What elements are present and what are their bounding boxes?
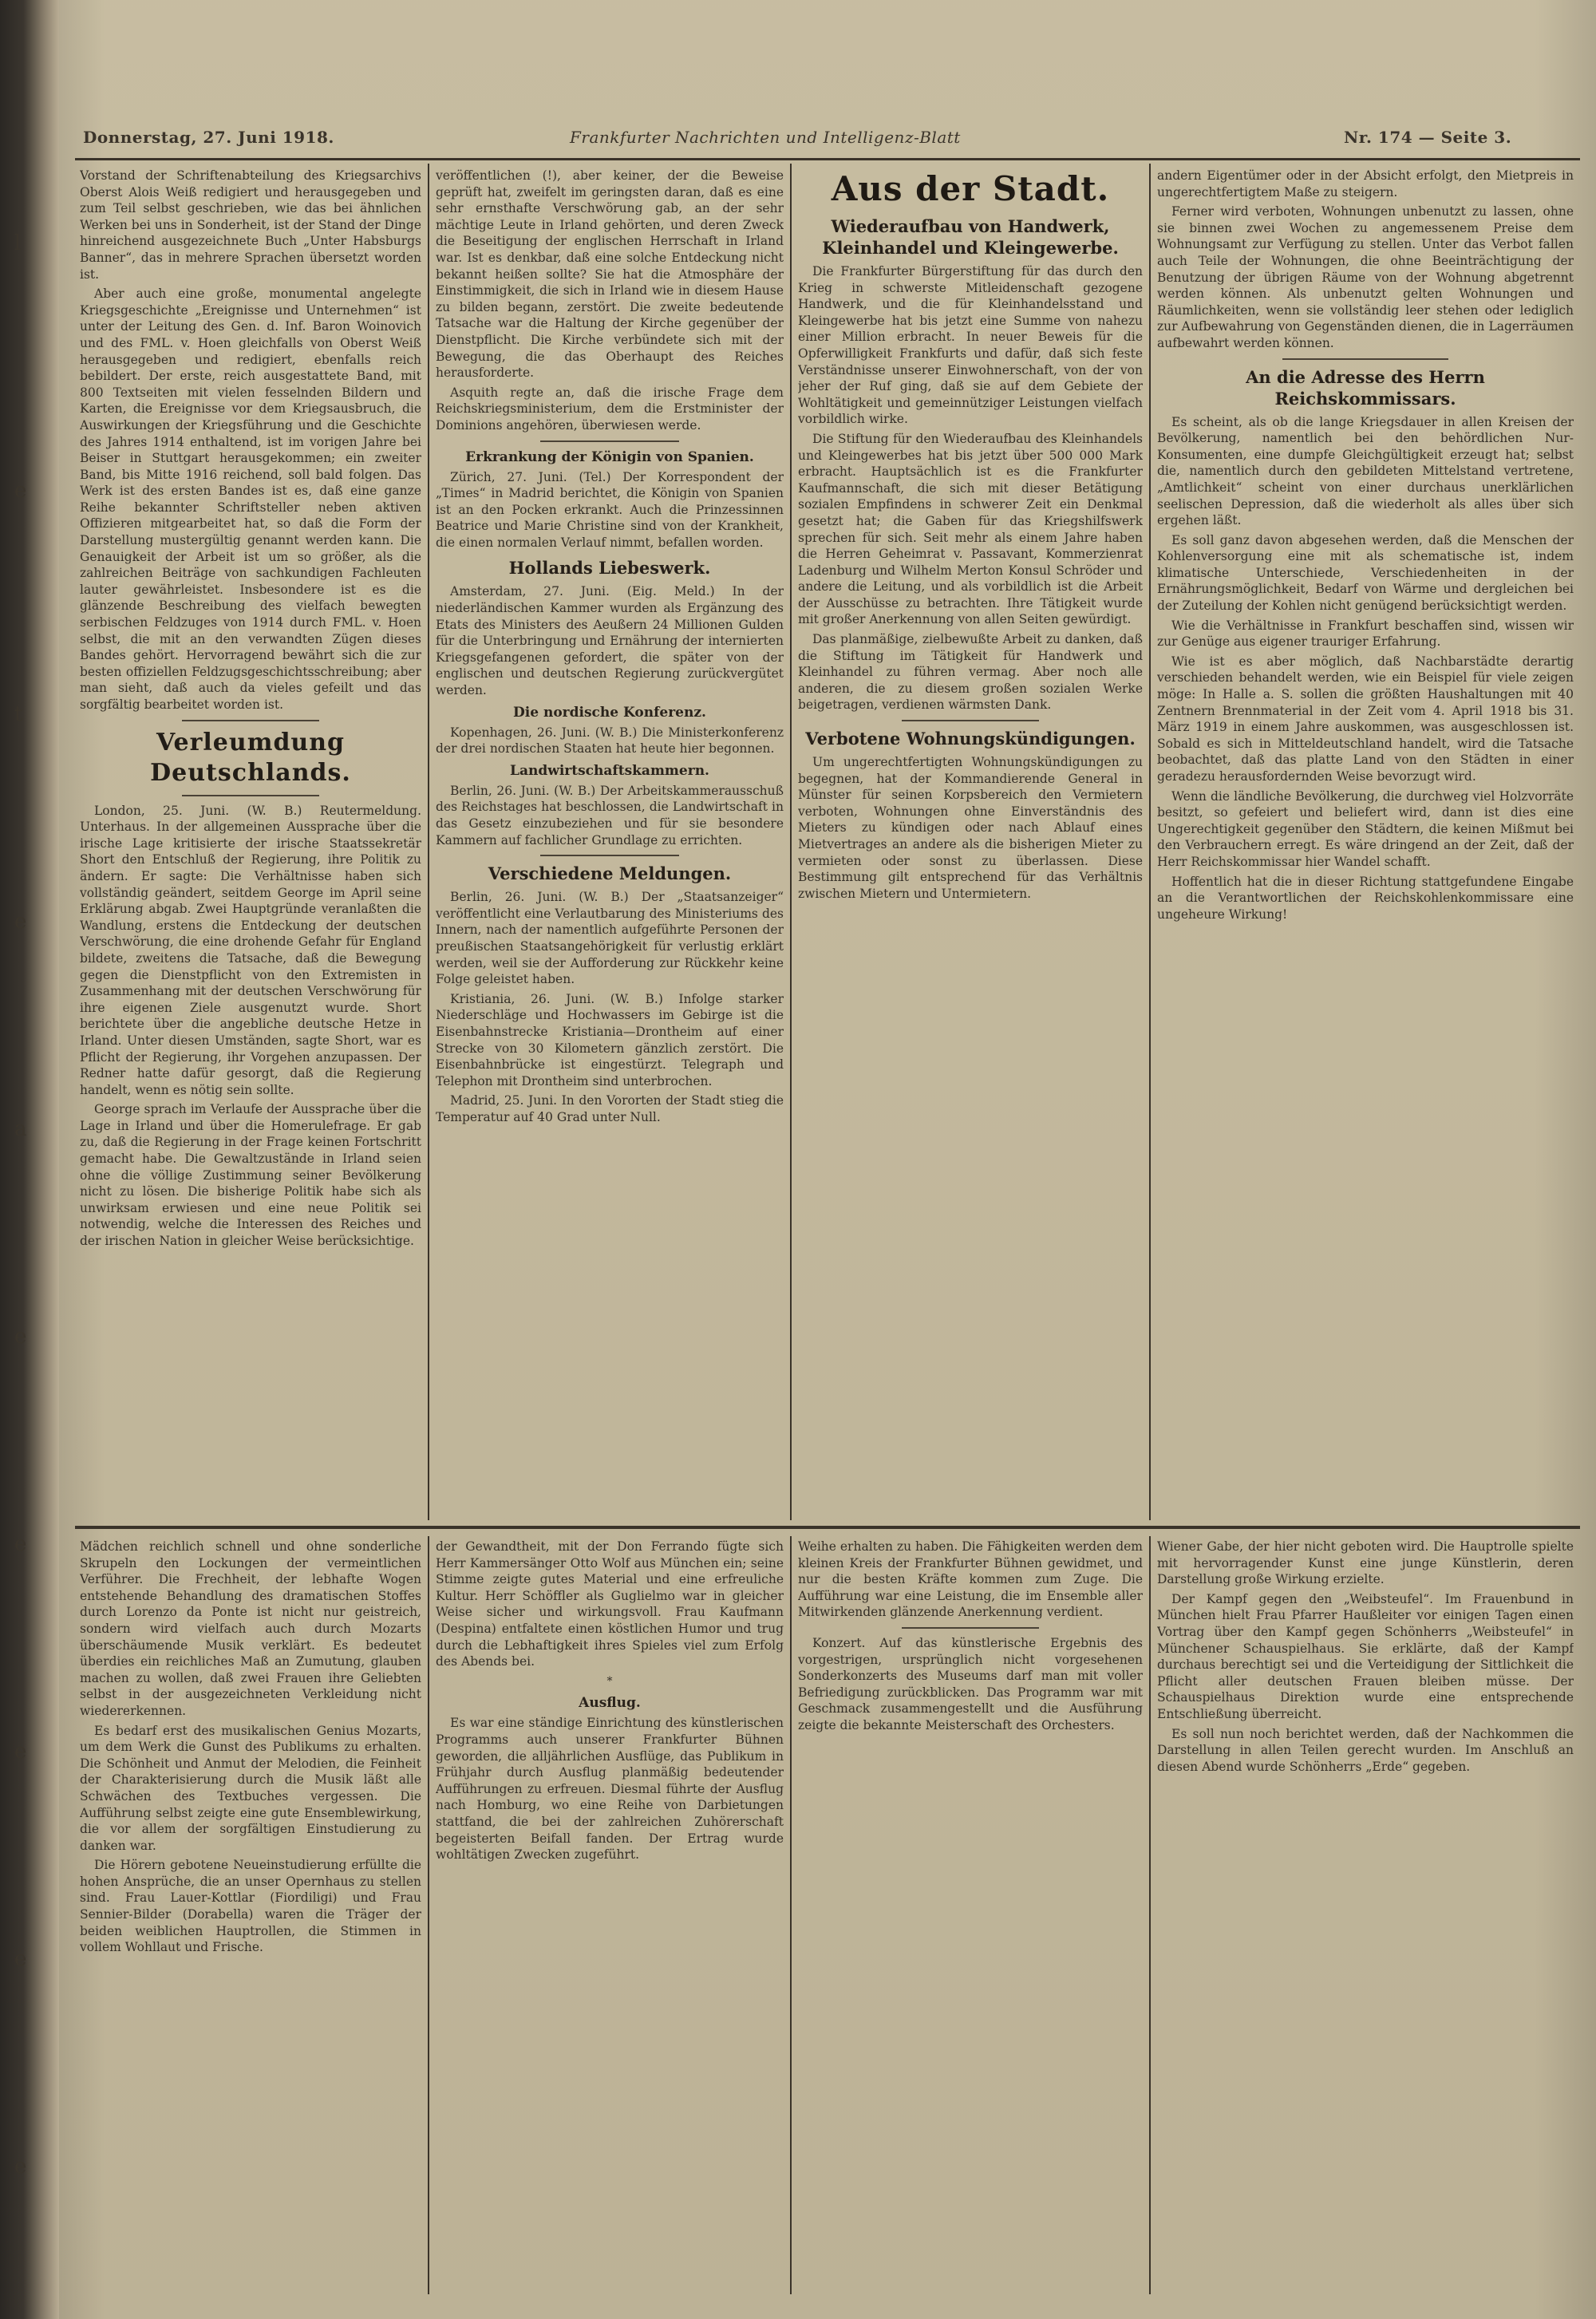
column-2 [436,168,784,1520]
article-paragraph: Madrid, 25. Juni. In den Vororten der Stadt stieg die Temperatur auf 40 Grad unter Null. [436,1093,784,1124]
article-paragraph: Die Stiftung für den Wiederaufbau des Kleinhandels und Kleingewerbes hat bis jetzt über 500 000 Mark erbracht. Hauptsächlich ist es die Frankfurter Kaufmannschaft, die sich mit dieser Betätigung sozialen Empfindens in schwerer Zeit ein Denkmal gesetzt hat; die Gaben für das Kriegshilfswerk sprechen für sich. Seit mehr als einem Jahre haben die Herren Geheimrat v. Passavant, Kommerzienrat Ladenburg und Wilhelm Merton Konsul Schröder und andere die Leitung, und als vorbildlich ist die Arbeit der Ausschüsse zu betrachten. Ihre Tätigkeit wurde mit großer Anerkennung von allen Seiten gewürdigt. [798,431,1143,627]
feuilleton-paragraph: Es bedarf erst des musikalischen Genius Mozarts, um dem Werk die Gunst des Publikums zu erhalten. Die Schönheit und Anmut der Melodien, die Feinheit der Charakterisierung durch die Musik läßt alle Schwächen des Textbuches vergessen. Die Aufführung selbst zeigte eine gute Ensemblewirkung, die vor allem der sorgfältigen Einstudierung zu danken war. [80,1723,421,1853]
headline-koenigin-spanien: Erkrankung der Königin von Spanien. [465,448,754,465]
article-paragraph: Hoffentlich hat die in dieser Richtung stattgefundene Eingabe an die Verantwortlichen der Reichskohlenkommissare eine ungeheure Wirkung! [1157,874,1574,922]
column-3 [798,168,1143,1520]
edge-letter: a [14,1117,27,1141]
column-1 [80,168,421,1520]
column-divider [1149,1536,1151,2294]
article-paragraph: Aber auch eine große, monumental angelegte Kriegsgeschichte „Ereignisse und Unternehmen“ ist unter der Leitung des Gen. d. Inf. Baron Woinovich und des FML. v. Hoen gleichfalls von Oberst Weiß herausgegeben und redigiert, ebenfalls reich bebildert. Der erste, reich ausgestattete Band, mit 800 Textseiten mit vielen fesselnden Bildern und Karten, die Ereignisse vor dem Kriegsausbruch, die Auswirkungen der Kriegsführung und die Geschichte des Jahres 1914 enthaltend, ist im vorigen Jahre bei Beiser in Stuttgart herausgekommen; ein zweiter Band, bis Mitte 1916 reichend, soll bald folgen. Das Werk ist des ersten Bandes ist es, daß eine ganze Reihe bekannter Schriftsteller neben aktiven Offizieren mitgearbeitet hat, so daß die Form der Darstellung mustergültig genannt werden kann. Die Genauigkeit der Arbeit ist um so größer, als die zahlreichen Beiträge von sachkundigen Fachleuten lauter gewährleistet. Insbesondere ist es die glänzende Beschreibung des vielfach bewegten serbischen Feldzuges von 1914 durch FML. v. Hoen selbst, die mit an den verwandten Zügen dieses Bandes gehört. Hervorragend bewährt sich die zur besten offiziellen Feldzugsgeschichtsschreibung; aber man sieht, daß auch da vieles gefeilt und das sorgfältig bearbeitet worden ist. [80,286,421,712]
article-paragraph: Wie die Verhältnisse in Frankfurt beschaffen sind, wissen wir zur Genüge aus eigener trauriger Erfahrung. [1157,618,1574,650]
article-paragraph: Ferner wird verboten, Wohnungen unbenutzt zu lassen, ohne sie binnen zwei Wochen zu angemessenem Preise dem Wohnungsamt zur Verfügung zu stellen. Unter das Verbot fallen auch Teile der Wohnungen, die ohne Beeinträchtigung der Benutzung der übrigen Räume von der Wohnung abgetrennt werden können. Als unbenutzt gelten Wohnungen und Räumlichkeiten, wenn sie vollständig leer stehen oder lediglich zur Aufbewahrung von Gegenständen dienen, die in Lagerräumen aufbewahrt werden können. [1157,204,1574,350]
feuilleton-paragraph: Wiener Gabe, der hier nicht geboten wird. Die Hauptrolle spielte mit hervorragender Kunst eine junge Künstlerin, deren Darstellung große Wirkung erzielte. [1157,1539,1574,1587]
section-title-aus-der-stadt: Aus der Stadt. [831,169,1110,208]
article-paragraph: Vorstand der Schriftenabteilung des Kriegsarchivs Oberst Alois Weiß redigiert und herausgegeben und zum Teil selbst geschrieben, wie das bei ähnlichen Werken bei uns in Sonderheit, ist der Stand der Dinge hinreichend ausgezeichnete Buch „Unter Habsburgs Banner“, das in mehrere Sprachen übersetzt worden ist. [80,168,421,282]
section-separator [540,855,679,856]
section-separator [902,720,1040,721]
headline-reichskommissar: An die Adresse des Herrn Reichskommissars. [1246,366,1485,409]
headline-landwirtschaftskammern: Landwirtschaftskammern. [510,762,709,779]
feuilleton-paragraph: Mädchen reichlich schnell und ohne sonderliche Skrupeln den Lockungen der vermeintlichen Verführer. Die Frechheit, der lebhafte Wogen entstehende Behandlung des dramatischen Stoffes durch Lorenzo da Ponte ist nicht nur geistreich, sondern wird vielfach auch durch Mozarts überschäumende Musik verklärt. Es bedeutet überdies ein reichliches Maß an Zumutung, glauben machen zu wollen, daß zwei Frauen ihre Geliebten selbst in der ausgezeichneten Verkleidung nicht wiedererkennen. [80,1539,421,1718]
article-paragraph: Um ungerechtfertigten Wohnungskündigungen zu begegnen, hat der Kommandierende General in Münster für seinen Korpsbereich den Vermietern verboten, Wohnungen ohne Einverständnis des Mieters zu kündigen oder nach Ablauf eines Mietvertrages an andere als die bisherigen Mieter zu vermieten oder sonst zu überlassen. Diese Bestimmung gilt entsprechend für das Verhältnis zwischen Mietern und Untermietern. [798,755,1143,901]
column-4 [1157,168,1574,1520]
header-date: Donnerstag, 27. Juni 1918. [83,128,334,147]
edge-letter: e [14,479,27,503]
article-paragraph: Es scheint, als ob die lange Kriegsdauer in allen Kreisen der Bevölkerung, namentlich bei den behördlichen Nur-Konsumenten, eine dumpfe Gleichgültigkeit erzeugt hat; selbst die, namentlich durch den gebildeten Mittelstand vertretene, „Amtlichkeit“ scheint von einer durchaus unerklärlichen seelischen Depression, daß die wiederholt als alles über sich ergehen läßt. [1157,414,1574,528]
headline-wiederaufbau: Wiederaufbau von Handwerk, Kleinhandel und Kleingewerbe. [822,216,1119,258]
edge-letter: e [14,1947,27,1971]
section-separator [182,720,318,721]
section-separator [540,440,679,442]
article-paragraph: Asquith regte an, daß die irische Frage dem Reichskriegsministerium, dem die Erstminister der Dominions angehören, überwiesen werde. [436,385,784,433]
scan-left-edge [0,0,59,2319]
column-divider [428,1536,429,2294]
column-divider [790,164,792,1520]
page-header [59,128,1596,156]
section-separator [182,795,318,796]
headline-verschiedene-meldungen: Verschiedene Meldungen. [488,863,732,884]
headline-hollands-liebeswerk: Hollands Liebeswerk. [508,558,711,579]
feuilleton-paragraph: Es war eine ständige Einrichtung des künstlerischen Programms auch unserer Frankfurter Bühnen geworden, die alljährlichen Ausflüge, das Publikum in Frühjahr durch Ausflug planmäßig bedeutender Aufführungen zu erfreuen. Diesmal führte der Ausflug nach Homburg, wo eine Reihe von Darbietungen stattfand, die bei der zahlreichen Zuhörerschaft begeisterten Beifall fanden. Der Ertrag wurde wohltätigen Zwecken zugeführt. [436,1716,784,1863]
article-paragraph: veröffentlichen (!), aber keiner, der die Beweise geprüft hat, zweifelt im geringsten daran, daß es eine sehr ernsthafte Verschwörung gab, an der sehr mächtige Leute in Irland gehörten, und deren Zweck die Beseitigung der englischen Herrschaft in Irland war. Ist es denkbar, daß eine solche Entdeckung nicht bekannt heißen sollte? Sie hat die Atmosphäre der Einstimmigkeit, die sich in Irland wie in diesem Hause zu bilden begann, zerstört. Die zweite bedeutende Tatsache war die Haltung der Kirche gegenüber der Dienstpflicht. Die Kirche verbündete sich mit der Bewegung, die das Oberhaupt des Reiches herausforderte. [436,168,784,381]
column-divider [428,164,429,1520]
headline-verleumdung: Verleumdung Deutschlands. [150,728,351,787]
article-paragraph: Es soll ganz davon abgesehen werden, daß die Menschen der Kohlenversorgung eine mit als schematische ist, indem klimatische Unterschiede, Verschiedenheiten in der Ernährungsmöglichkeit, Bedarf von Wärme und dergleichen bei der Zuteilung der Kohlen nicht genügend berücksichtigt werden. [1157,532,1574,614]
feuilleton-column-1 [80,1539,421,2297]
header-masthead: Frankfurter Nachrichten und Intelligenz-Blatt [570,128,961,147]
asterisk-separator: * [606,1674,613,1688]
feuilleton-paragraph: Konzert. Auf das künstlerische Ergebnis des vorgestrigen, ursprünglich nicht vorgesehenen Sonderkonzerts des Museums darf man mit voller Befriedigung zurückblicken. Das Programm war mit Geschmack zusammengestellt und die Ausführung zeigte die bekannte Meisterschaft des Orchesters. [798,1635,1143,1732]
edge-letter: e [14,1740,27,1764]
article-paragraph: Wie ist es aber möglich, daß Nachbarstädte derartig verschieden behandelt werden, wie ein Beispiel für viele zeigen möge: In Halle a. S. sollen die größten Haushaltungen mit 40 Zentnern Brennmaterial in der Zeit vom 4. April 1918 bis 31. März 1919 in einem Jahre auskommen, was ausgeschlossen ist. Sobald es sich in Mitteldeutschland handelt, wird die Tatsache beobachtet, daß das platte Land von den Städten in einer geradezu herausfordernden Weise bevorzugt wird. [1157,654,1574,784]
feuilleton-paragraph: Weihe erhalten zu haben. Die Fähigkeiten werden dem kleinen Kreis der Frankfurter Bühnen gewidmet, und nur die besten Kräfte kommen zum Zuge. Die Aufführung war eine Leistung, die im Ensemble aller Mitwirkenden glänzende Anerkennung verdient. [798,1539,1143,1620]
column-divider [1149,164,1151,1520]
article-paragraph: Wenn die ländliche Bevölkerung, die durchweg viel Holzvorräte besitzt, so gefeiert und beliefert wird, dann ist dies eine Ungerechtigkeit gegenüber den Städtern, die keinen Mißmut bei den Verbrauchern erregt. Es wäre dringend an der Zeit, daß der Herr Reichskommissar hier Wandel schafft. [1157,788,1574,869]
article-paragraph: andern Eigentümer oder in der Absicht erfolgt, den Mietpreis in ungerechtfertigtem Maße zu steigern. [1157,168,1574,200]
article-paragraph: George sprach im Verlaufe der Aussprache über die Lage in Irland und über die Homerulefrage. Er gab zu, daß die Regierung in der Frage keinen Fortschritt gemacht habe. Die Gewaltzustände in Irland seien ohne die völlige Zustimmung seiner Bevölkerung nicht zu lösen. Die bisherige Politik habe sich als unwirksam erwiesen und eine neue Politik sei notwendig, welche die Interessen des Reiches und der irischen Nation in gleicher Weise berücksichtige. [80,1102,421,1249]
article-paragraph: Kristiania, 26. Juni. (W. B.) Infolge starker Niederschläge und Hochwassers im Gebirge ist die Eisenbahnstrecke Kristiania—Drontheim auf einer Strecke von 30 Kilometern gänzlich zerstört. Die Eisenbahnbrücke ist eingestürzt. Telegraph und Telephon mit Drontheim sind unterbrochen. [436,991,784,1088]
feuilleton-paragraph: Der Kampf gegen den „Weibsteufel“. Im Frauenbund in München hielt Frau Pfarrer Haußleiter vor einigen Tagen einen Vortrag über den Kampf gegen Schönherrs „Weibsteufel“ in Münchener Schauspielhaus. Sie erklärte, daß der Kampf durchaus berechtigt sei und die Verteidigung der Sittlichkeit die Pflicht aller deutschen Frauen bleiben müsse. Der Schauspielhaus Direktion wurde eine entsprechende Entschließung überreicht. [1157,1591,1574,1721]
header-issue-page: Nr. 174 — Seite 3. [1344,128,1512,147]
edge-letter: e [14,1325,27,1349]
headline-nordische-konferenz: Die nordische Konferenz. [513,704,706,721]
feuilleton-column-3 [798,1539,1143,2297]
edge-letter: t [14,702,23,726]
edge-letter: e [14,910,27,934]
feuilleton-paragraph: Es soll nun noch berichtet werden, daß der Nachkommen die Darstellung in allen Teilen gerecht wurden. Im Anschluß an diesen Abend wurde Schönherrs „Erde“ gegeben. [1157,1726,1574,1774]
edge-letter: l [14,231,22,255]
article-paragraph: Berlin, 26. Juni. (W. B.) Der „Staatsanzeiger“ veröffentlicht eine Verlautbarung des Ministeriums des Innern, nach der namentlich aufgeführte Personen der preußischen Staatsangehörigkeit für verlustig erklärt werden, weil sie der Aufforderung zur Rückkehr keine Folge geleistet haben. [436,890,784,987]
column-divider [790,1536,792,2294]
article-paragraph: Kopenhagen, 26. Juni. (W. B.) Die Ministerkonferenz der drei nordischen Staaten hat heute hier begonnen. [436,725,784,757]
feuilleton-paragraph: der Gewandtheit, mit der Don Ferrando fügte sich Herr Kammersänger Otto Wolf aus München ein; seine Stimme zeigte gutes Material und eine erfreuliche Kultur. Herr Schöffler als Guglielmo war in gleicher Weise sicher und wirkungsvoll. Frau Kaufmann (Despina) entfaltete einen köstlichen Humor und trug durch die Lebhaftigkeit ihres Spieles viel zum Erfolg des Abends bei. [436,1539,784,1669]
article-paragraph: Das planmäßige, zielbewußte Arbeit zu danken, daß die Stiftung im Tätigkeit für Handwerk und Kleinhandel zu führen vermag. Aber noch alle anderen, die zu diesem großen sozialen Werke beigetragen, verdienen wärmsten Dank. [798,632,1143,713]
feuilleton-column-2 [436,1539,784,2297]
section-separator [1282,358,1449,360]
article-paragraph: Die Frankfurter Bürgerstiftung für das durch den Krieg in schwerste Mitleidenschaft gezogene Handwerk, und die für Kleinhandelsstand und Kleingewerbe hat bis jetzt eine Summe von nahezu einer Million erbracht. In neuer Beweis für die Opferwilligkeit Frankfurts und dafür, daß sich feste Verständnisse unserer Einwohnerschaft, von der von jeher der Ruf ging, daß sie auf dem Gebiete der Wohltätigkeit und gemeinnütziger Leistungen vielfach vorbildlich wirke. [798,264,1143,427]
header-rule [75,158,1580,160]
feuilleton-column-4 [1157,1539,1574,2297]
feuilleton-rule [75,1526,1580,1529]
article-paragraph: Amsterdam, 27. Juni. (Eig. Meld.) In der niederländischen Kammer wurden als Ergänzung des Etats des Ministers des Aeußern 24 Millionen Gulden für die Unterbringung und Ernährung der internierten Kriegsgefangenen gefordert, die später von der englischen und deutschen Regierung zurückvergütet werden. [436,584,784,698]
feuilleton-paragraph: Die Hörern gebotene Neueinstudierung erfüllte die hohen Ansprüche, die an unser Opernhaus zu stellen sind. Frau Lauer-Kottlar (Fiordiligi) und Frau Sennier-Bilder (Dorabella) waren die Träger der beiden weiblichen Hauptrollen, die Stimmen in vollem Wohllaut und Frische. [80,1858,421,1955]
section-separator [902,1627,1040,1629]
edge-letter: e [14,2155,27,2179]
headline-wohnungskuendigungen: Verbotene Wohnungskündigungen. [805,729,1136,749]
headline-ausflug: Ausflug. [579,1695,641,1712]
edge-letter: e [14,1532,27,1556]
newspaper-page [59,0,1596,2319]
article-paragraph: Zürich, 27. Juni. (Tel.) Der Korrespondent der „Times“ in Madrid berichtet, die Königin von Spanien ist an den Pocken erkrankt. Auch die Prinzessinnen Beatrice und Marie Christine sind von der Krankheit, die einen normalen Verlauf nimmt, befallen worden. [436,469,784,550]
article-paragraph: London, 25. Juni. (W. B.) Reutermeldung. Unterhaus. In der allgemeinen Aussprache über die irische Lage kritisierte der irische Staatssekretär Short den Entschluß der Regierung, ihre Politik zu ändern. Er sagte: Die Verhältnisse haben sich vollständig geändert, seitdem George im April seine Erklärung abgab. Zwei Hauptgründe veranlaßten die Wandlung, erstens die Entdeckung der deutschen Verschwörung, die eine drohende Gefahr für England bildete, zweitens die Tatsache, daß die Bewegung gegen die Dienstpflicht von den Extremisten in Zusammenhang mit der deutschen Verschwörung für ihre eigenen Ziele ausgenutzt wurde. Short berichtete über die angebliche deutsche Hetze in Irland. Unter diesen Umständen, sagte Short, war es Pflicht der Regierung, ihr Vorgehen anzupassen. Der Redner hatte dafür gesorgt, daß die Regierung handelt, wenn es nötig sein sollte. [80,803,421,1097]
article-paragraph: Berlin, 26. Juni. (W. B.) Der Arbeitskammerausschuß des Reichstages hat beschlossen, die Landwirtschaft in das Gesetz einzubeziehen und für sie besondere Kammern auf fachlicher Grundlage zu errichten. [436,783,784,847]
